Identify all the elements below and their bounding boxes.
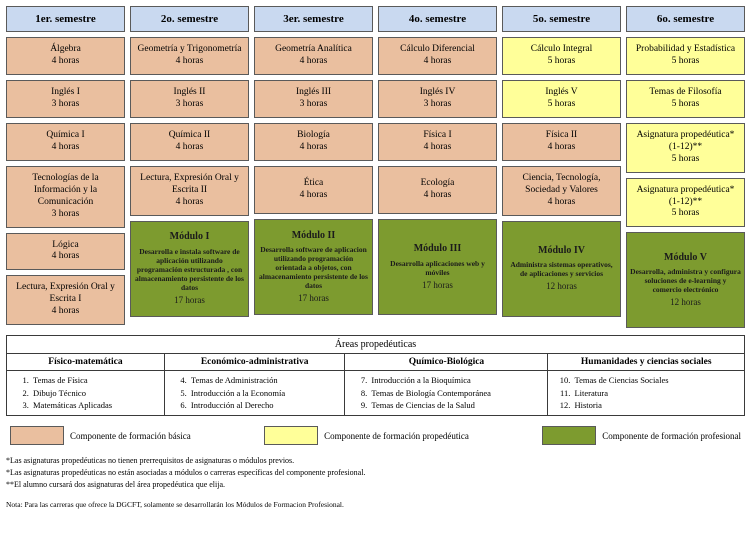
area-header-humanidades: Humanidades y ciencias sociales: [580, 357, 712, 368]
course-name: Cálculo Integral: [530, 44, 593, 55]
area-item: 1. Temas de Física: [31, 374, 160, 386]
course-card: [502, 37, 621, 75]
semester-column-3: [254, 37, 373, 328]
course-card: [626, 123, 745, 173]
course-hours: 4 horas: [51, 142, 80, 152]
course-name: Ecología: [420, 178, 455, 189]
area-item: 6. Introducción al Derecho: [189, 399, 340, 411]
area-item: 5. Introducción a la Economía: [189, 387, 340, 399]
semester-header-1: 1er. semestre: [6, 6, 125, 32]
course-card: [6, 80, 125, 118]
course-card: [6, 275, 125, 325]
course-name: Álgebra: [50, 44, 81, 55]
course-name: Lectura, Expresión Oral y Escrita II: [140, 173, 239, 195]
footnote: *Las asignaturas propedéuticas no tienen prerrequisitos de asignaturas o módulos previos.: [6, 456, 295, 466]
area-header-quimico-biologica: Químico-Biológica: [345, 354, 548, 370]
course-name: Asignatura propedéutica* (1-12)**: [636, 130, 735, 152]
module-description: Administra sistemas operativos, de aplicaciones y servicios: [510, 260, 613, 279]
module-hours: 17 horas: [174, 294, 205, 305]
legend-item-propedeutica: [264, 426, 469, 445]
module-description: Desarrolla e instala software de aplicación utilizando programación estructurada , con almacenamiento persistente de los datos: [135, 246, 244, 292]
course-name: Asignatura propedéutica* (1-12)**: [636, 184, 735, 207]
course-card: [254, 123, 373, 161]
area-list-humanidades: [548, 371, 744, 415]
course-name: Lectura, Expresión Oral y Escrita I: [16, 282, 115, 305]
course-hours: 4 horas: [299, 142, 328, 152]
course-name: Inglés I: [51, 87, 80, 98]
area-item: 7. Introducción a la Bioquímica: [369, 374, 543, 386]
course-card: [502, 123, 621, 161]
course-name: Inglés III: [295, 87, 332, 98]
course-card: [6, 37, 125, 75]
course-name: Física I: [423, 130, 452, 141]
course-card: [6, 233, 125, 271]
semester-column-6: [626, 37, 745, 328]
course-hours: 5 horas: [547, 99, 576, 109]
legend-label: Componente de formación propedéutica: [324, 430, 469, 441]
module-hours: 17 horas: [298, 293, 329, 304]
course-card: [6, 166, 125, 228]
course-hours: 3 horas: [51, 99, 80, 109]
course-name: Lógica: [52, 239, 79, 250]
course-name: Inglés IV: [419, 87, 456, 98]
course-card: [378, 80, 497, 118]
module-description: Desarrolla, administra y configura soluciones de e-learning y comercio electrónico: [630, 267, 741, 295]
areas-body: [7, 371, 744, 415]
course-card: [626, 37, 745, 75]
course-card: [254, 80, 373, 118]
area-header-economico-administrativa: Económico-administrativa: [165, 354, 345, 370]
module-card: [502, 221, 621, 317]
course-card: [130, 123, 249, 161]
semester-header-5: 5o. semestre: [502, 6, 621, 32]
course-card: [502, 166, 621, 216]
module-card: [378, 219, 497, 315]
course-hours: 4 horas: [175, 142, 204, 152]
legend-label: Componente de formación profesional: [602, 430, 741, 441]
area-item: 10. Temas de Ciencias Sociales: [572, 374, 740, 386]
course-hours: 3 horas: [423, 99, 452, 109]
course-hours: 4 horas: [423, 142, 452, 152]
legend-swatch-propedeutica-icon: [264, 426, 318, 445]
footnote: *Las asignaturas propedéuticas no están asociadas a módulos o carreras específicas del componente profesional.: [6, 468, 366, 478]
module-card: [626, 232, 745, 328]
semester-header-6: 6o. semestre: [626, 6, 745, 32]
area-header-fisico-matematica: Físico-matemática: [7, 354, 165, 370]
area-item: 2. Dibujo Técnico: [31, 387, 160, 399]
course-name: Probabilidad y Estadística: [635, 44, 736, 55]
course-hours: 5 horas: [547, 56, 576, 66]
course-hours: 5 horas: [671, 208, 700, 219]
area-list-fisico-matematica: [7, 371, 165, 415]
course-name: Tecnologías de la Información y la Comunicación: [32, 173, 99, 207]
legend: [10, 426, 741, 445]
course-hours: 4 horas: [51, 251, 80, 262]
module-title: Módulo IV: [538, 244, 585, 256]
semester-column-5: [502, 37, 621, 328]
module-description: Desarrolla aplicaciones web y móviles: [390, 258, 485, 277]
semester-header-4: 4o. semestre: [378, 6, 497, 32]
course-hours: 4 horas: [423, 190, 452, 200]
legend-swatch-basica-icon: [10, 426, 64, 445]
legend-item-basica: [10, 426, 191, 445]
module-hours: 12 horas: [546, 281, 577, 292]
course-name: Física II: [545, 130, 578, 141]
area-item: 4. Temas de Administración: [189, 374, 340, 386]
course-hours: 5 horas: [671, 56, 700, 66]
course-card: [626, 80, 745, 118]
course-hours: 4 horas: [51, 56, 80, 66]
course-name: Ética: [303, 178, 324, 189]
course-hours: 4 horas: [51, 306, 80, 316]
course-card: [378, 123, 497, 161]
module-hours: 17 horas: [422, 279, 453, 290]
course-card: [502, 80, 621, 118]
area-item: 9. Temas de Ciencias de la Salud: [369, 399, 543, 411]
course-name: Inglés II: [173, 87, 206, 98]
module-title: Módulo V: [664, 251, 707, 263]
areas-header-row: [7, 354, 744, 371]
course-hours: 4 horas: [175, 56, 204, 66]
course-card: [378, 37, 497, 75]
module-hours: 12 horas: [670, 297, 701, 308]
module-card: [254, 219, 373, 315]
course-hours: 4 horas: [175, 196, 204, 207]
course-hours: 4 horas: [547, 196, 576, 207]
area-list-quimico-biologica: [345, 371, 548, 415]
course-hours: 3 horas: [51, 208, 80, 219]
area-list-economico-administrativa: [165, 371, 345, 415]
course-name: Química II: [168, 130, 211, 141]
course-hours: 5 horas: [671, 153, 700, 164]
area-item: 12. Historia: [572, 399, 740, 411]
course-hours: 4 horas: [423, 56, 452, 66]
course-name: Ciencia, Tecnología, Sociedad y Valores: [522, 173, 601, 195]
module-description: Desarrolla software de aplicacion utilizando programación orientada a objetos, con almacenamiento persistente de los datos: [259, 245, 368, 291]
course-name: Geometría Analítica: [275, 44, 352, 55]
final-note: Nota: Para las carreras que ofrece la DGCFT, solamente se desarrollarán los Módulos de Formacion Profesional.: [6, 500, 344, 510]
course-hours: 4 horas: [547, 142, 576, 152]
course-hours: 3 horas: [175, 99, 204, 109]
course-name: Temas de Filosofía: [649, 87, 722, 98]
course-hours: 4 horas: [299, 56, 328, 66]
semester-header-2: 2o. semestre: [130, 6, 249, 32]
course-hours: 3 horas: [299, 99, 328, 109]
course-hours: 4 horas: [299, 190, 328, 200]
semester-column-2: [130, 37, 249, 328]
course-card: [626, 178, 745, 228]
course-card: [130, 166, 249, 216]
course-name: Cálculo Diferencial: [400, 44, 475, 55]
semester-column-1: [6, 37, 125, 328]
semester-column-4: [378, 37, 497, 328]
module-title: Módulo III: [413, 243, 462, 255]
areas-title: Áreas propedéuticas: [7, 336, 744, 354]
propedeutic-areas-table: [6, 335, 745, 416]
course-card: [254, 37, 373, 75]
semester-header-3: 3er. semestre: [254, 6, 373, 32]
area-item: 8. Temas de Biología Contemporánea: [369, 387, 543, 399]
legend-item-profesional: [542, 426, 741, 445]
course-card: [130, 80, 249, 118]
course-name: Geometría y Trigonometría: [137, 44, 242, 55]
legend-swatch-profesional-icon: [542, 426, 596, 445]
module-title: Módulo I: [169, 231, 210, 243]
course-card: [6, 123, 125, 161]
course-name: Inglés V: [545, 87, 578, 98]
module-card: [130, 221, 249, 317]
legend-label: Componente de formación básica: [70, 430, 191, 441]
course-name: Química I: [46, 130, 85, 141]
area-item: 11. Literatura: [572, 387, 740, 399]
course-card: [130, 37, 249, 75]
course-name: Biología: [297, 130, 330, 141]
area-item: 3. Matemáticas Aplicadas: [31, 399, 160, 411]
footnotes: [6, 455, 745, 491]
course-card: [378, 166, 497, 214]
course-hours: 5 horas: [671, 99, 700, 109]
footnote: **El alumno cursará dos asignaturas del área propedéutica que elija.: [6, 480, 226, 490]
course-card: [254, 166, 373, 214]
module-title: Módulo II: [291, 229, 336, 241]
